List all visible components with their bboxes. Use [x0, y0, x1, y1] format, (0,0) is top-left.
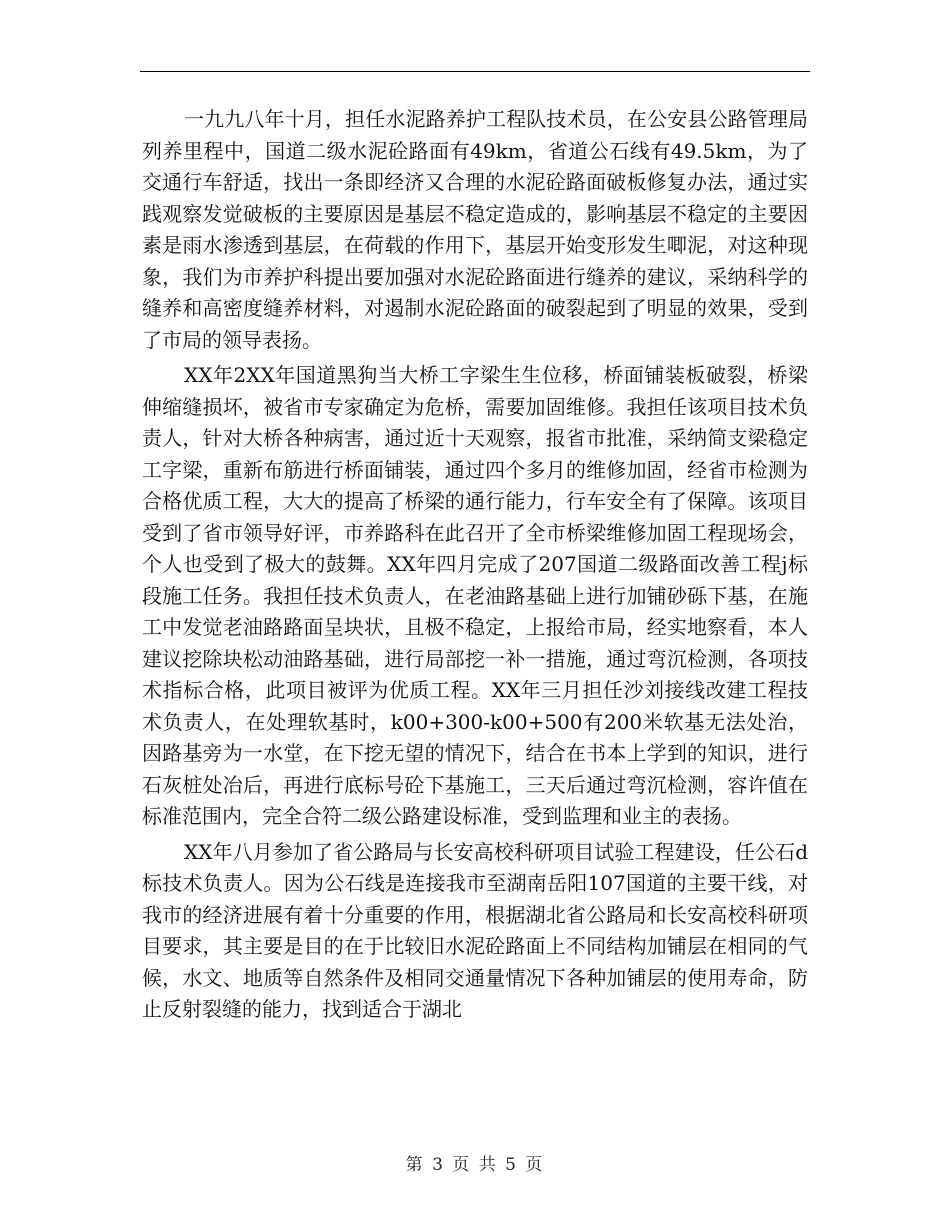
paragraph-2: XX年2XX年国道黑狗当大桥工字梁生生位移，桥面铺装板破裂，桥梁伸缩缝损坏，被省市专家确定为危桥，需要加固维修。我担任该项目技术负责人，针对大桥各种病害，通过近十天观察，报省市批准，采纳简支梁稳定工字梁，重新布筋进行桥面铺装，通过四个多月的维修加固，经省市检测为合格优质工程，大大的提高了桥梁的通行能力，行车安全有了保障。该项目受到了省市领导好评，市养路科在此召开了全市桥梁维修加固工程现场会，个人也受到了极大的鼓舞。XX年四月完成了207国道二级路面改善工程j标段施工任务。我担任技术负责人，在老油路基础上进行加铺砂砾下基，在施工中发觉老油路路面呈块状，且极不稳定，上报给市局，经实地察看，本人建议挖除块松动油路基础，进行局部挖一补一措施，通过弯沉检测，各项技术指标合格，此项目被评为优质工程。XX年三月担任沙刘接线改建工程技术负责人，在处理软基时，k00+300-k00+500有200米软基无法处治，因路基旁为一水堂，在下挖无望的情况下，结合在书本上学到的知识，进行石灰桩处冶后，再进行底标号砼下基施工，三天后通过弯沉检测，容许值在标准范围内，完全合符二级公路建设标准，受到监理和业主的表扬。 [142, 363, 808, 828]
paragraph-1: 一九九八年十月，担任水泥路养护工程队技术员，在公安县公路管理局列养里程中，国道二级水泥砼路面有49km，省道公石线有49.5km，为了交通行车舒适，找出一条即经济又合理的水泥砼路面破板修复办法，通过实践观察发觉破板的主要原因是基层不稳定造成的，影响基层不稳定的主要因素是雨水渗透到基层，在荷载的作用下，基层开始变形发生唧泥，对这种现象，我们为市养护科提出要加强对水泥砼路面进行缝养的建议，采纳科学的缝养和高密度缝养材料，对遏制水泥砼路面的破裂起到了明显的效果，受到了市局的领导表扬。 [142, 107, 808, 352]
header-rule [140, 71, 810, 72]
page-footer: 第 3 页 共 5 页 [405, 1155, 545, 1175]
paragraph-3: XX年八月参加了省公路局与长安高校科研项目试验工程建设，任公石d标技术负责人。因为公石线是连接我市至湖南岳阳107国道的主要干线，对我市的经济进展有着十分重要的作用，根据湖北省公路局和长安高校科研项目要求，其主要是目的在于比较旧水泥砼路面上不同结构加铺层在相同的气候，水文、地质等自然条件及相同交通量情况下各种加铺层的使用寿命，防止反射裂缝的能力，找到适合于湖北 [142, 839, 808, 1021]
document-body [142, 104, 808, 1030]
